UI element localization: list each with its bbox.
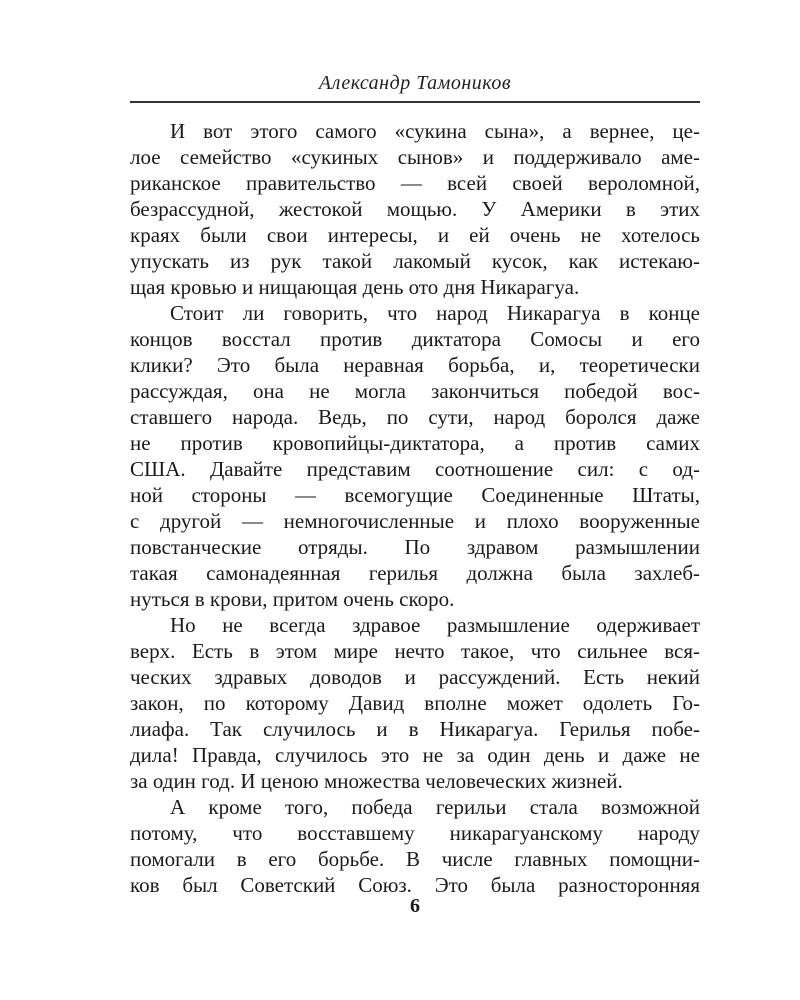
text-line: лое семейство «сукиных сынов» и поддерживало аме- xyxy=(130,145,700,169)
text-line: нуться в крови, притом очень скоро. xyxy=(130,587,455,611)
text-line: ной стороны — всемогущие Соединенные Штаты, xyxy=(130,483,700,507)
page-number: 6 xyxy=(410,895,420,917)
header-rule xyxy=(130,101,700,103)
text-line: клики? Это была неравная борьба, и, теоретически xyxy=(130,353,700,377)
text-line: безрассудной, жестокой мощью. У Америки в этих xyxy=(130,197,700,221)
text-line: рассуждая, она не могла закончиться победой вос- xyxy=(130,379,700,403)
text-line: Стоит ли говорить, что народ Никарагуа в конце xyxy=(170,301,700,325)
text-line: ков был Советский Союз. Это была разносторонняя xyxy=(130,873,700,897)
text-line: Но не всегда здравое размышление одерживает xyxy=(170,613,700,637)
text-line: А кроме того, победа герильи стала возможной xyxy=(170,795,700,819)
text-line: дила! Правда, случилось это не за один день и даже не xyxy=(130,743,700,767)
text-line: потому, что восставшему никарагуанскому народу xyxy=(130,821,700,845)
text-line: не против кровопийцы-диктатора, а против самих xyxy=(130,431,700,455)
text-line: такая самонадеянная герилья должна была захлеб- xyxy=(130,561,700,585)
running-head-author: Александр Тамоников xyxy=(318,72,512,94)
text-line: за один год. И ценою множества человеческих жизней. xyxy=(130,769,623,793)
text-line: ческих здравых доводов и рассуждений. Есть некий xyxy=(130,665,700,689)
body-text xyxy=(130,118,700,898)
text-line: помогали в его борьбе. В числе главных помощни- xyxy=(130,847,700,871)
text-line: щая кровью и нищающая день ото дня Никарагуа. xyxy=(130,275,580,299)
text-line: краях были свои интересы, и ей очень не хотелось xyxy=(130,223,700,247)
text-line: с другой — немногочисленные и плохо вооруженные xyxy=(130,509,700,533)
text-line: лиафа. Так случилось и в Никарагуа. Герилья побе- xyxy=(130,717,700,741)
text-line: верх. Есть в этом мире нечто такое, что сильнее вся- xyxy=(130,639,700,663)
text-line: США. Давайте представим соотношение сил: с од- xyxy=(130,457,700,481)
text-line: И вот этого самого «сукина сына», а вернее, це- xyxy=(170,119,700,143)
text-line: упускать из рук такой лакомый кусок, как истекаю- xyxy=(130,249,700,273)
text-line: риканское правительство — всей своей вероломной, xyxy=(130,171,700,195)
text-line: концов восстал против диктатора Сомосы и его xyxy=(130,327,700,351)
text-line: ставшего народа. Ведь, по сути, народ боролся даже xyxy=(130,405,700,429)
text-line: закон, по которому Давид вполне может одолеть Го- xyxy=(130,691,700,715)
text-line: повстанческие отряды. По здравом размышлении xyxy=(130,535,700,559)
